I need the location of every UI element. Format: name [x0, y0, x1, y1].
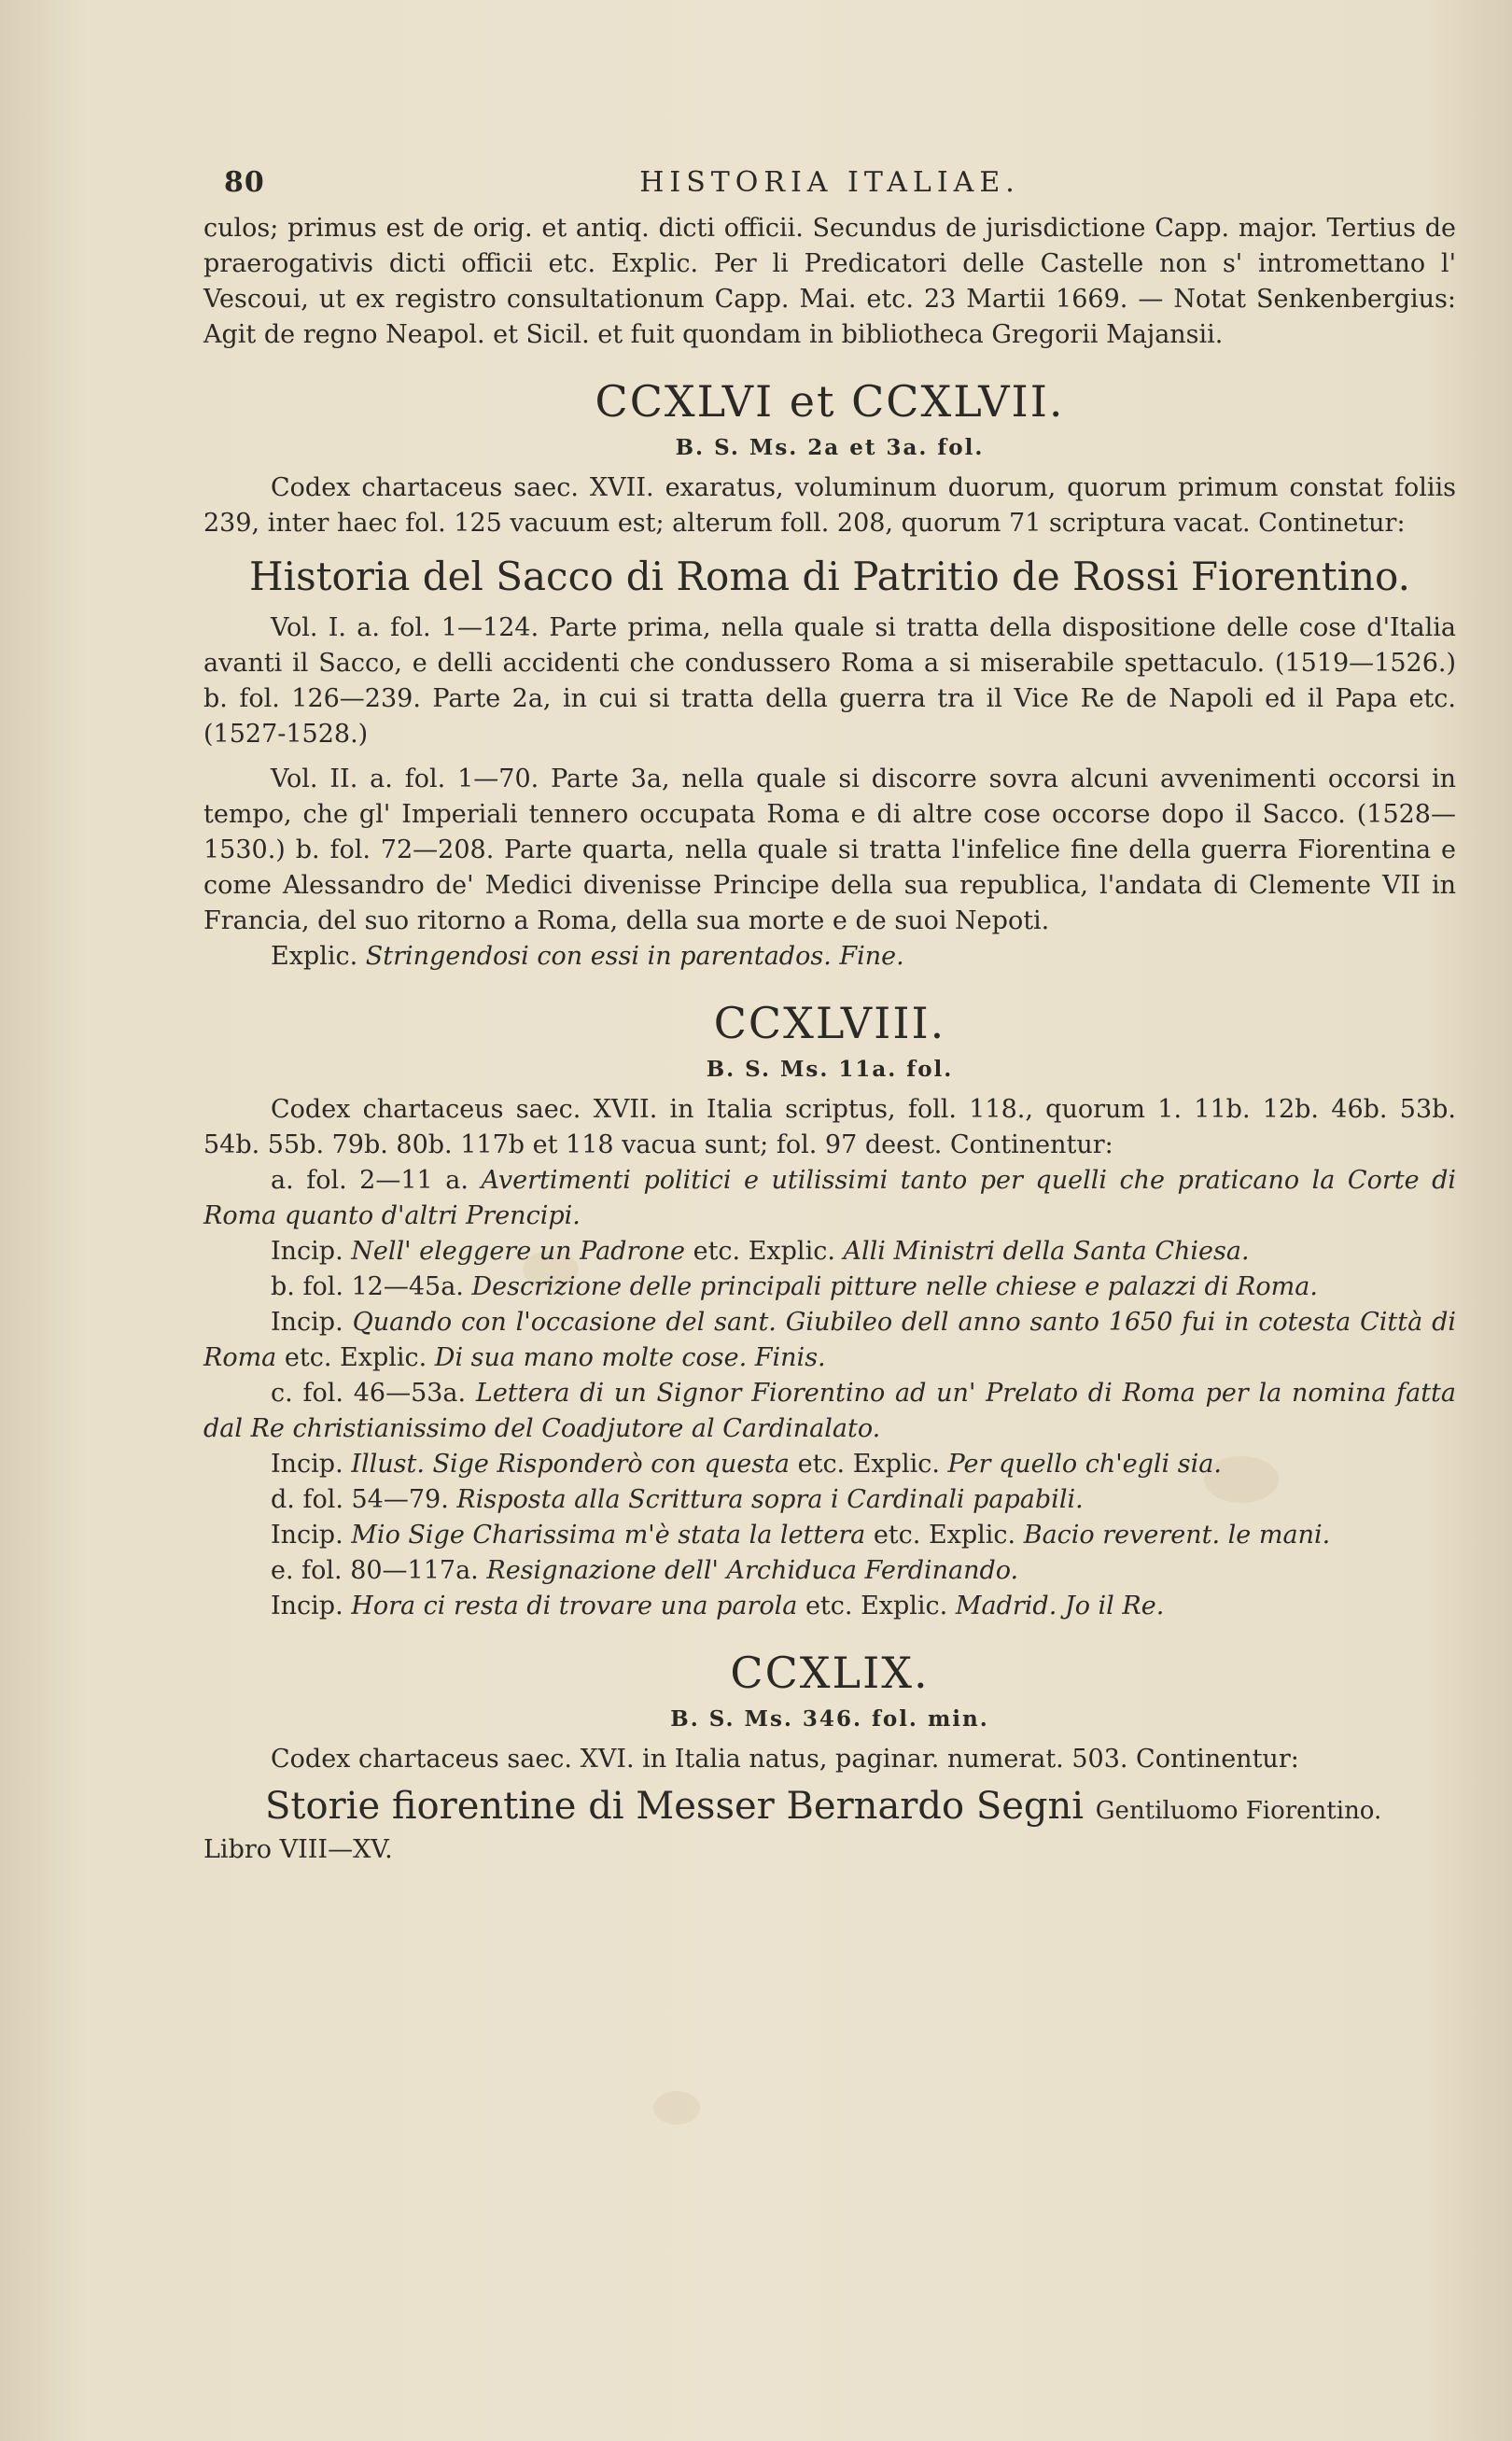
- page-number: 80: [224, 166, 265, 199]
- item-title: Avertimenti politici e utilissimi tanto per quelli che praticano la Corte di Roma quanto d'altri Prencipi.: [203, 1166, 1457, 1230]
- work-title-main: Storie fiorentine di Messer Bernardo Segni: [265, 1785, 1085, 1828]
- incipit-text: Illust. Sige Risponderò con questa: [351, 1450, 791, 1479]
- explicit-label: Explic.: [271, 942, 358, 971]
- incipit-line: [203, 1234, 1456, 1270]
- explicit-text: Bacio reverent. le mani.: [1023, 1521, 1331, 1550]
- running-head: [203, 159, 1456, 211]
- content-item: [203, 1163, 1456, 1234]
- work-title-subtitle: Gentiluomo Fiorentino.: [1095, 1797, 1382, 1825]
- incipit-text: Nell' eleggere un Padrone: [351, 1237, 685, 1266]
- incipit-label: Incip.: [271, 1521, 343, 1550]
- incipit-line: [203, 1518, 1456, 1553]
- work-title: [203, 1783, 1456, 1834]
- shelfmark: B. S. Ms. 346. fol. min.: [670, 1706, 989, 1732]
- explicit-text: Alli Ministri della Santa Chiesa.: [843, 1237, 1250, 1266]
- content-item: [203, 1376, 1456, 1447]
- incipit-label: Incip.: [271, 1237, 343, 1266]
- item-location: a. fol. 2—11 a.: [271, 1166, 469, 1195]
- codex-description: Codex chartaceus saec. XVII. in Italia scriptus, foll. 118., quorum 1. 11b. 12b. 46b. 53b. 54b. 55b. 79b. 80b. 117b et 118 vacua sunt; fol. 97 deest. Continentur:: [203, 1095, 1456, 1159]
- incipit-label: Incip.: [271, 1308, 343, 1337]
- explicit-text: Madrid. Jo il Re.: [955, 1592, 1165, 1620]
- incipit-text: Quando con l'occasione del sant. Giubileo dell anno santo 1650 fui in cotesta Città di Roma: [203, 1308, 1456, 1372]
- content-item: [203, 1553, 1456, 1589]
- work-title: Historia del Sacco di Roma di Patritio de Rossi Fiorentino.: [249, 554, 1410, 599]
- volume-two-contents: Vol. II. a. fol. 1—70. Parte 3a, nella quale si discorre sovra alcuni avvenimenti occorsi in tempo, che gl' Imperiali tennero occupata Roma e di altre cose occorse dopo il Sacco. (1528—1530.) b. fol. 72—208. Parte quarta, nella quale si tratta l'infelice fine della guerra Fiorentina e come Alessandro de' Medici divenisse Principe della sua republica, l'andata di Clemente VII in Francia, del suo ritorno a Roma, della sua morte e de suoi Nepoti.: [203, 765, 1456, 935]
- incipit-line: [203, 1589, 1456, 1624]
- item-title: Lettera di un Signor Fiorentino ad un' Prelato di Roma per la nomina fatta dal Re christianissimo del Coadjutore al Cardinalato.: [203, 1379, 1456, 1443]
- incipit-line: [203, 1447, 1456, 1482]
- running-title: HISTORIA ITALIAE.: [639, 166, 1020, 199]
- incipit-line: [203, 1305, 1456, 1376]
- codex-description: Codex chartaceus saec. XVI. in Italia natus, paginar. numerat. 503. Continentur:: [271, 1745, 1299, 1774]
- item-location: e. fol. 80—117a.: [271, 1556, 479, 1585]
- item-title: Descrizione delle principali pitture nelle chiese e palazzi di Roma.: [471, 1272, 1318, 1301]
- item-title: Risposta alla Scrittura sopra i Cardinali papabili.: [456, 1485, 1084, 1514]
- item-location: c. fol. 46—53a.: [271, 1379, 467, 1408]
- incipit-text: Mio Sige Charissima m'è stata la lettera: [351, 1521, 866, 1550]
- explicit-line: [203, 939, 1456, 975]
- section-heading: CCXLVIII.: [713, 998, 946, 1048]
- volume-one-contents: Vol. I. a. fol. 1—124. Parte prima, nella quale si tratta della dispositione delle cose d'Italia avanti il Sacco, e delli accidenti che condussero Roma a si miserabile spettaculo. (1519—1526.) b. fol. 126—239. Parte 2a, in cui si tratta della guerra tra il Vice Re de Napoli ed il Papa etc. (1527-1528.): [203, 613, 1456, 749]
- etc-explic: etc. Explic.: [693, 1237, 835, 1266]
- books-range: Libro VIII—XV.: [203, 1835, 393, 1864]
- explicit-text: Stringendosi con essi in parentados. Fine.: [365, 942, 904, 971]
- content-item: [203, 1270, 1456, 1305]
- etc-explic: etc. Explic.: [873, 1521, 1016, 1550]
- etc-explic: etc. Explic.: [284, 1343, 427, 1372]
- shelfmark: B. S. Ms. 11a. fol.: [706, 1057, 954, 1082]
- section-heading: CCXLVI et CCXLVII.: [595, 376, 1065, 427]
- shelfmark: B. S. Ms. 2a et 3a. fol.: [675, 435, 985, 460]
- section-heading: CCXLIX.: [730, 1648, 930, 1698]
- paper-stain: [653, 2091, 700, 2125]
- item-location: b. fol. 12—45a.: [271, 1272, 464, 1301]
- codex-description: Codex chartaceus saec. XVII. exaratus, voluminum duorum, quorum primum constat foliis 239, inter haec fol. 125 vacuum est; alterum foll. 208, quorum 71 scriptura vacat. Continetur:: [203, 473, 1456, 538]
- item-location: d. fol. 54—79.: [271, 1485, 449, 1514]
- etc-explic: etc. Explic.: [805, 1592, 948, 1620]
- incipit-text: Hora ci resta di trovare una parola: [351, 1592, 798, 1620]
- incipit-label: Incip.: [271, 1450, 343, 1479]
- explicit-text: Per quello ch'egli sia.: [947, 1450, 1222, 1479]
- etc-explic: etc. Explic.: [797, 1450, 940, 1479]
- explicit-text: Di sua mano molte cose. Finis.: [434, 1343, 826, 1372]
- item-title: Resignazione dell' Archiduca Ferdinando.: [486, 1556, 1019, 1585]
- incipit-label: Incip.: [271, 1592, 343, 1620]
- intro-paragraph: culos; primus est de orig. et antiq. dicti officii. Secundus de jurisdictione Capp. major. Tertius de praerogativis dicti officii etc. Explic. Per li Predicatori delle Castelle non s' intromettano l' Vescoui, ut ex registro consultationum Capp. Mai. etc. 23 Martii 1669. — Notat Senkenbergius: Agit de regno Neapol. et Sicil. et fuit quondam in bibliotheca Gregorii Majansii.: [203, 214, 1456, 349]
- content-item: [203, 1482, 1456, 1518]
- text-block: [203, 159, 1456, 1866]
